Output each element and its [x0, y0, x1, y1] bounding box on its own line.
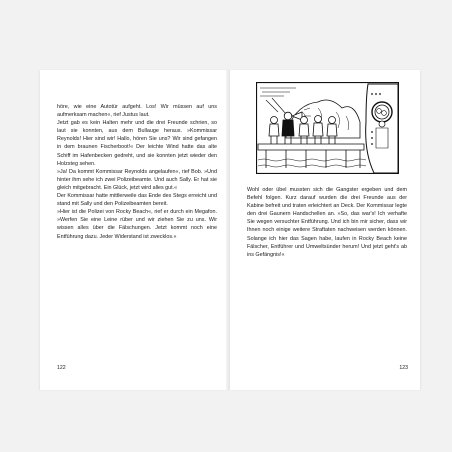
left-page [40, 70, 230, 390]
comic-illustration [256, 82, 399, 174]
left-paragraph-1: höre, wie eine Autotür aufgeht. Los! Wir müssen auf uns aufmerksam machen«, rief Justus laut. [57, 104, 217, 119]
left-page-number: 122 [57, 365, 66, 371]
left-paragraph-5: »Hier ist die Polizei von Rocky Beach«, rief er durch ein Megafon. »Werfen Sie eine Leine rüber und wir ziehen Sie zu uns. Wir wissen alles über die Fälschungen. Jetzt kommt noch eine Entführung dazu. Jeder Widerstand ist zwecklos.« [57, 209, 217, 240]
left-paragraph-4: Der Kommissar hatte mittlerweile das Ende des Stegs erreicht und stand mit Sally und den Polizeibeamten bereit. [57, 193, 217, 208]
left-page-text [57, 103, 217, 241]
right-page-text [247, 186, 407, 259]
right-page [230, 70, 420, 390]
right-page-number: 123 [399, 365, 408, 371]
right-paragraph-1: Wohl oder übel mussten sich die Gangster ergeben und dem Befehl folgen. Kurz darauf wurden die drei Freunde aus der Kabine befreit und traten erleichtert an Deck. Der Kommissar legte den drei Gaunern Handschellen an. »So, das war's! Ich verhafte Sie wegen versuchter Entführung. Und ich bin mir sicher, dass wir Ihnen noch einige weitere Straftaten nachweisen werden können. Solange ich hier das Sagen habe, laufen in Rocky Beach keine Fälscher, Entführer und Umweltsünder herum! Und jetzt geht's ab ins Gefängnis!« [247, 187, 407, 258]
left-paragraph-2: Jetzt gab es kein Halten mehr und die drei Freunde schrien, so laut sie konnten, aus dem Bullauge heraus. »Kommissar Reynolds! Hier sind wir! Hallo, hören Sie uns? Wir sind gefangen in dem braunen Fischerboot!« Der leichte Wind hatte das alte Schiff im Hafenbecken gedreht, und sie konnten jetzt wieder den Holzsteg sehen. [57, 120, 217, 167]
left-paragraph-3: »Ja! Da kommt Kommissar Reynolds angelaufen«, rief Bob. »Und hinter ihm sehe ich zwei Polizeibeamte. Und auch Sally. Er hat sie gleich mitgebracht. Ein Glück, jetzt wird alles gut.« [57, 168, 217, 191]
